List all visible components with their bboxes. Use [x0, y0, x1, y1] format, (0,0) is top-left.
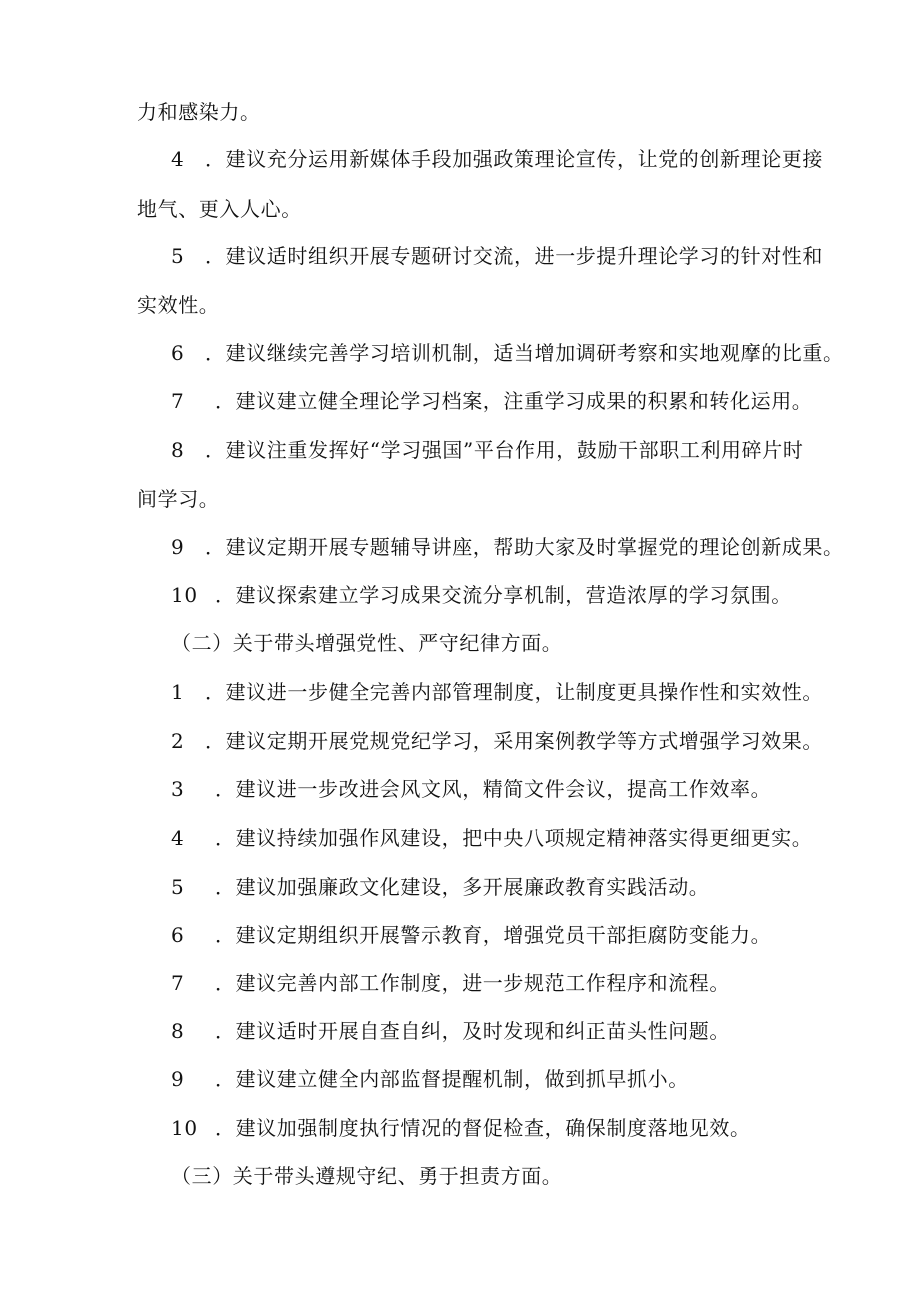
- list-item-text: ．建议定期开展党规党纪学习，采用案例教学等方式增强学习效果。: [205, 729, 823, 753]
- list-item: [171, 726, 823, 756]
- list-item-number: 8: [171, 1019, 185, 1043]
- list-item-text: ．建议进一步改进会风文风，精简文件会议，提高工作效率。: [215, 777, 772, 801]
- list-item-number: 4: [171, 826, 185, 850]
- list-item: [171, 920, 771, 950]
- list-item-number: 9: [171, 1067, 185, 1091]
- list-item-number: 1: [171, 680, 185, 704]
- list-item-text: ．建议充分运用新媒体手段加强政策理论宣传，让党的创新理论更接: [205, 147, 823, 171]
- list-item: [171, 532, 844, 562]
- paragraph-continuation: 实效性。: [137, 293, 220, 317]
- list-item-number: 7: [171, 389, 185, 413]
- list-item: [171, 1113, 751, 1143]
- list-item-text: ．建议完善内部工作制度，进一步规范工作程序和流程。: [215, 971, 730, 995]
- list-item-text: ．建议注重发挥好“学习强国”平台作用，鼓励干部职工利用碎片时: [205, 438, 804, 462]
- list-item-text: ．建议适时组织开展专题研讨交流，进一步提升理论学习的针对性和: [205, 244, 823, 268]
- list-item-number: 7: [171, 971, 185, 995]
- list-item: [171, 677, 823, 707]
- list-item-text: ．建议建立健全内部监督提醒机制，做到抓早抓小。: [215, 1067, 689, 1091]
- list-item-text: ．建议适时开展自查自纠，及时发现和纠正苗头性问题。: [215, 1019, 730, 1043]
- list-item-number: 6: [171, 341, 185, 365]
- list-item-number: 6: [171, 923, 185, 947]
- list-item: [171, 241, 823, 271]
- list-item-number: 5: [171, 875, 185, 899]
- list-item-number: 4: [171, 147, 185, 171]
- section-heading: （二）关于带头增强党性、严守纪律方面。: [171, 631, 563, 655]
- list-item: [171, 144, 823, 174]
- paragraph-continuation: 地气、更入人心。: [137, 197, 302, 221]
- list-item-number: 2: [171, 729, 185, 753]
- list-item: [171, 823, 812, 853]
- list-item: [171, 1016, 730, 1046]
- list-item: [171, 580, 792, 610]
- list-item-text: ．建议建立健全理论学习档案，注重学习成果的积累和转化运用。: [215, 389, 813, 413]
- list-item-number: 5: [171, 244, 185, 268]
- paragraph-continuation: 间学习。: [137, 487, 220, 511]
- section-heading: （三）关于带头遵规守纪、勇于担责方面。: [171, 1164, 563, 1188]
- list-item-number: 10: [171, 583, 198, 607]
- list-item-text: ．建议定期组织开展警示教育，增强党员干部拒腐防变能力。: [215, 923, 772, 947]
- list-item-number: 8: [171, 438, 185, 462]
- list-item: [171, 872, 709, 902]
- list-item-text: ．建议持续加强作风建设，把中央八项规定精神落实得更细更实。: [215, 826, 813, 850]
- list-item: [171, 774, 771, 804]
- list-item: [171, 1064, 689, 1094]
- list-item-text: ．建议加强廉政文化建设，多开展廉政教育实践活动。: [215, 875, 710, 899]
- list-item-number: 10: [171, 1116, 198, 1140]
- list-item-text: ．建议探索建立学习成果交流分享机制，营造浓厚的学习氛围。: [215, 583, 792, 607]
- list-item-number: 9: [171, 535, 185, 559]
- list-item: [171, 338, 844, 368]
- list-item: [171, 386, 812, 416]
- list-item-text: ．建议加强制度执行情况的督促检查，确保制度落地见效。: [215, 1116, 751, 1140]
- list-item-text: ．建议进一步健全完善内部管理制度，让制度更具操作性和实效性。: [205, 680, 823, 704]
- list-item: [171, 435, 803, 465]
- list-item-text: ．建议定期开展专题辅导讲座，帮助大家及时掌握党的理论创新成果。: [205, 535, 844, 559]
- paragraph-continuation: 力和感染力。: [137, 100, 261, 124]
- list-item-number: 3: [171, 777, 185, 801]
- list-item: [171, 968, 730, 998]
- list-item-text: ．建议继续完善学习培训机制，适当增加调研考察和实地观摩的比重。: [205, 341, 844, 365]
